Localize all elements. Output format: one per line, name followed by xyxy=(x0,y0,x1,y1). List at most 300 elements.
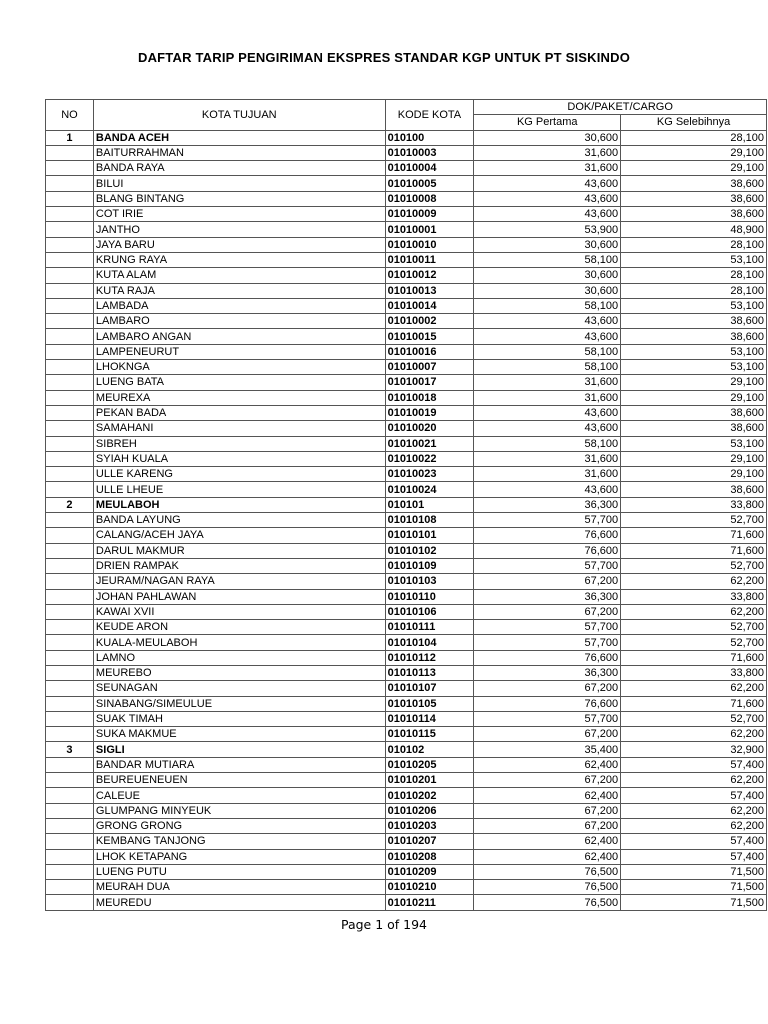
city-code: 010102 xyxy=(385,742,474,757)
table-row xyxy=(46,803,767,818)
city-code: 01010007 xyxy=(385,360,474,375)
city-code: 01010206 xyxy=(385,803,474,818)
price-additional-kg: 28,100 xyxy=(621,237,767,252)
tariff-table xyxy=(45,99,767,911)
row-number xyxy=(46,864,94,879)
price-additional-kg: 71,500 xyxy=(621,880,767,895)
header-kg-selebihnya: KG Selebihnya xyxy=(621,115,767,130)
price-additional-kg: 33,800 xyxy=(621,497,767,512)
city-code: 01010001 xyxy=(385,222,474,237)
table-row xyxy=(46,574,767,589)
row-number xyxy=(46,283,94,298)
price-first-kg: 43,600 xyxy=(474,207,621,222)
price-first-kg: 36,300 xyxy=(474,589,621,604)
price-additional-kg: 48,900 xyxy=(621,222,767,237)
table-row xyxy=(46,375,767,390)
row-number: 1 xyxy=(46,130,94,145)
price-first-kg: 36,300 xyxy=(474,665,621,680)
city-code: 01010014 xyxy=(385,298,474,313)
row-number xyxy=(46,436,94,451)
price-additional-kg: 53,100 xyxy=(621,344,767,359)
price-additional-kg: 29,100 xyxy=(621,375,767,390)
city-code: 01010009 xyxy=(385,207,474,222)
table-row xyxy=(46,191,767,206)
city-code: 01010020 xyxy=(385,421,474,436)
row-number xyxy=(46,834,94,849)
city-code: 01010205 xyxy=(385,757,474,772)
row-number xyxy=(46,482,94,497)
table-row xyxy=(46,176,767,191)
price-additional-kg: 38,600 xyxy=(621,405,767,420)
row-number xyxy=(46,604,94,619)
price-first-kg: 36,300 xyxy=(474,497,621,512)
destination-city: SUKA MAKMUE xyxy=(93,727,385,742)
price-first-kg: 57,700 xyxy=(474,635,621,650)
table-row xyxy=(46,283,767,298)
table-row xyxy=(46,222,767,237)
price-first-kg: 76,600 xyxy=(474,528,621,543)
table-row xyxy=(46,314,767,329)
price-additional-kg: 62,200 xyxy=(621,574,767,589)
row-number xyxy=(46,895,94,910)
price-first-kg: 43,600 xyxy=(474,176,621,191)
city-code: 01010202 xyxy=(385,788,474,803)
price-first-kg: 58,100 xyxy=(474,298,621,313)
table-row xyxy=(46,405,767,420)
city-code: 01010108 xyxy=(385,513,474,528)
destination-city: SIGLI xyxy=(93,742,385,757)
destination-city: SIBREH xyxy=(93,436,385,451)
price-first-kg: 53,900 xyxy=(474,222,621,237)
price-first-kg: 43,600 xyxy=(474,421,621,436)
header-kg-pertama: KG Pertama xyxy=(474,115,621,130)
price-first-kg: 76,600 xyxy=(474,543,621,558)
price-first-kg: 57,700 xyxy=(474,620,621,635)
destination-city: KAWAI XVII xyxy=(93,604,385,619)
destination-city: SINABANG/SIMEULUE xyxy=(93,696,385,711)
table-row xyxy=(46,161,767,176)
table-row xyxy=(46,773,767,788)
price-additional-kg: 38,600 xyxy=(621,176,767,191)
city-code: 01010015 xyxy=(385,329,474,344)
table-row xyxy=(46,497,767,512)
price-additional-kg: 29,100 xyxy=(621,145,767,160)
city-code: 01010113 xyxy=(385,665,474,680)
city-code: 01010210 xyxy=(385,880,474,895)
row-number xyxy=(46,145,94,160)
table-row xyxy=(46,665,767,680)
row-number xyxy=(46,849,94,864)
price-first-kg: 35,400 xyxy=(474,742,621,757)
city-code: 01010107 xyxy=(385,681,474,696)
price-additional-kg: 57,400 xyxy=(621,834,767,849)
price-additional-kg: 57,400 xyxy=(621,788,767,803)
price-additional-kg: 52,700 xyxy=(621,635,767,650)
price-first-kg: 57,700 xyxy=(474,513,621,528)
header-kode-kota: KODE KOTA xyxy=(385,100,474,131)
row-number xyxy=(46,314,94,329)
destination-city: ULLE KARENG xyxy=(93,467,385,482)
price-first-kg: 31,600 xyxy=(474,161,621,176)
table-row xyxy=(46,604,767,619)
document-title: DAFTAR TARIP PENGIRIMAN EKSPRES STANDAR KGP UNTUK PT SISKINDO xyxy=(137,50,631,65)
price-additional-kg: 38,600 xyxy=(621,482,767,497)
row-number xyxy=(46,451,94,466)
destination-city: CALEUE xyxy=(93,788,385,803)
destination-city: LHOK KETAPANG xyxy=(93,849,385,864)
header-dok-paket-cargo: DOK/PAKET/CARGO xyxy=(474,100,767,115)
row-number xyxy=(46,405,94,420)
destination-city: LUENG PUTU xyxy=(93,864,385,879)
price-first-kg: 67,200 xyxy=(474,604,621,619)
row-number xyxy=(46,880,94,895)
row-number xyxy=(46,757,94,772)
table-row xyxy=(46,390,767,405)
destination-city: KEUDE ARON xyxy=(93,620,385,635)
table-row xyxy=(46,421,767,436)
price-additional-kg: 62,200 xyxy=(621,803,767,818)
row-number xyxy=(46,344,94,359)
city-code: 01010105 xyxy=(385,696,474,711)
city-code: 01010003 xyxy=(385,145,474,160)
row-number xyxy=(46,543,94,558)
destination-city: LUENG BATA xyxy=(93,375,385,390)
destination-city: SYIAH KUALA xyxy=(93,451,385,466)
row-number xyxy=(46,681,94,696)
row-number xyxy=(46,467,94,482)
table-row xyxy=(46,482,767,497)
table-row xyxy=(46,360,767,375)
destination-city: KUALA-MEULABOH xyxy=(93,635,385,650)
city-code: 01010114 xyxy=(385,711,474,726)
price-first-kg: 58,100 xyxy=(474,360,621,375)
price-additional-kg: 52,700 xyxy=(621,558,767,573)
price-first-kg: 76,600 xyxy=(474,650,621,665)
price-first-kg: 76,600 xyxy=(474,696,621,711)
price-additional-kg: 38,600 xyxy=(621,421,767,436)
price-first-kg: 62,400 xyxy=(474,788,621,803)
price-additional-kg: 71,600 xyxy=(621,650,767,665)
table-row xyxy=(46,467,767,482)
price-first-kg: 31,600 xyxy=(474,451,621,466)
table-row xyxy=(46,528,767,543)
table-row xyxy=(46,298,767,313)
price-additional-kg: 29,100 xyxy=(621,161,767,176)
price-additional-kg: 53,100 xyxy=(621,360,767,375)
price-first-kg: 31,600 xyxy=(474,145,621,160)
price-additional-kg: 62,200 xyxy=(621,681,767,696)
destination-city: MEULABOH xyxy=(93,497,385,512)
city-code: 010100 xyxy=(385,130,474,145)
price-additional-kg: 38,600 xyxy=(621,207,767,222)
destination-city: BANDA RAYA xyxy=(93,161,385,176)
row-number xyxy=(46,161,94,176)
row-number xyxy=(46,191,94,206)
destination-city: PEKAN BADA xyxy=(93,405,385,420)
city-code: 01010201 xyxy=(385,773,474,788)
destination-city: BEUREUENEUEN xyxy=(93,773,385,788)
destination-city: MEUREDU xyxy=(93,895,385,910)
header-kota-tujuan: KOTA TUJUAN xyxy=(93,100,385,131)
destination-city: BLANG BINTANG xyxy=(93,191,385,206)
city-code: 01010022 xyxy=(385,451,474,466)
city-code: 01010021 xyxy=(385,436,474,451)
price-additional-kg: 71,500 xyxy=(621,895,767,910)
price-first-kg: 31,600 xyxy=(474,390,621,405)
price-additional-kg: 71,600 xyxy=(621,543,767,558)
destination-city: GRONG GRONG xyxy=(93,818,385,833)
destination-city: SEUNAGAN xyxy=(93,681,385,696)
destination-city: LAMPENEURUT xyxy=(93,344,385,359)
destination-city: BANDAR MUTIARA xyxy=(93,757,385,772)
table-row xyxy=(46,344,767,359)
table-row xyxy=(46,558,767,573)
price-additional-kg: 28,100 xyxy=(621,283,767,298)
row-number xyxy=(46,421,94,436)
destination-city: MEURAH DUA xyxy=(93,880,385,895)
price-additional-kg: 33,800 xyxy=(621,665,767,680)
row-number xyxy=(46,558,94,573)
destination-city: LAMBADA xyxy=(93,298,385,313)
table-row xyxy=(46,451,767,466)
table-row xyxy=(46,696,767,711)
price-first-kg: 58,100 xyxy=(474,344,621,359)
price-additional-kg: 38,600 xyxy=(621,191,767,206)
row-number xyxy=(46,727,94,742)
destination-city: DRIEN RAMPAK xyxy=(93,558,385,573)
price-first-kg: 67,200 xyxy=(474,818,621,833)
destination-city: BANDA LAYUNG xyxy=(93,513,385,528)
city-code: 01010023 xyxy=(385,467,474,482)
city-code: 01010103 xyxy=(385,574,474,589)
price-first-kg: 67,200 xyxy=(474,681,621,696)
price-first-kg: 43,600 xyxy=(474,482,621,497)
price-additional-kg: 28,100 xyxy=(621,268,767,283)
city-code: 01010012 xyxy=(385,268,474,283)
row-number xyxy=(46,818,94,833)
city-code: 01010011 xyxy=(385,252,474,267)
price-additional-kg: 62,200 xyxy=(621,727,767,742)
price-additional-kg: 29,100 xyxy=(621,451,767,466)
table-row xyxy=(46,711,767,726)
table-row xyxy=(46,635,767,650)
row-number xyxy=(46,390,94,405)
table-row xyxy=(46,513,767,528)
row-number xyxy=(46,773,94,788)
price-additional-kg: 53,100 xyxy=(621,252,767,267)
row-number xyxy=(46,298,94,313)
price-first-kg: 57,700 xyxy=(474,558,621,573)
row-number xyxy=(46,237,94,252)
city-code: 01010002 xyxy=(385,314,474,329)
price-additional-kg: 62,200 xyxy=(621,818,767,833)
destination-city: DARUL MAKMUR xyxy=(93,543,385,558)
table-row xyxy=(46,620,767,635)
destination-city: LAMBARO xyxy=(93,314,385,329)
price-first-kg: 58,100 xyxy=(474,436,621,451)
row-number xyxy=(46,574,94,589)
destination-city: KUTA RAJA xyxy=(93,283,385,298)
row-number xyxy=(46,620,94,635)
destination-city: LHOKNGA xyxy=(93,360,385,375)
price-first-kg: 67,200 xyxy=(474,574,621,589)
destination-city: BILUI xyxy=(93,176,385,191)
destination-city: GLUMPANG MINYEUK xyxy=(93,803,385,818)
table-row xyxy=(46,895,767,910)
price-first-kg: 58,100 xyxy=(474,252,621,267)
price-first-kg: 62,400 xyxy=(474,849,621,864)
row-number xyxy=(46,665,94,680)
destination-city: JANTHO xyxy=(93,222,385,237)
destination-city: SAMAHANI xyxy=(93,421,385,436)
table-row xyxy=(46,727,767,742)
price-additional-kg: 71,600 xyxy=(621,696,767,711)
destination-city: LAMNO xyxy=(93,650,385,665)
row-number xyxy=(46,329,94,344)
row-number xyxy=(46,803,94,818)
price-additional-kg: 32,900 xyxy=(621,742,767,757)
price-first-kg: 67,200 xyxy=(474,773,621,788)
price-additional-kg: 52,700 xyxy=(621,513,767,528)
table-row xyxy=(46,681,767,696)
price-additional-kg: 53,100 xyxy=(621,436,767,451)
price-additional-kg: 62,200 xyxy=(621,773,767,788)
table-row xyxy=(46,849,767,864)
price-first-kg: 62,400 xyxy=(474,757,621,772)
row-number xyxy=(46,268,94,283)
price-first-kg: 76,500 xyxy=(474,864,621,879)
price-first-kg: 30,600 xyxy=(474,283,621,298)
row-number xyxy=(46,650,94,665)
price-additional-kg: 71,500 xyxy=(621,864,767,879)
price-first-kg: 43,600 xyxy=(474,191,621,206)
row-number xyxy=(46,222,94,237)
price-first-kg: 30,600 xyxy=(474,130,621,145)
price-additional-kg: 28,100 xyxy=(621,130,767,145)
price-first-kg: 31,600 xyxy=(474,467,621,482)
city-code: 01010111 xyxy=(385,620,474,635)
city-code: 01010112 xyxy=(385,650,474,665)
table-row xyxy=(46,757,767,772)
destination-city: COT IRIE xyxy=(93,207,385,222)
price-first-kg: 30,600 xyxy=(474,237,621,252)
city-code: 01010211 xyxy=(385,895,474,910)
row-number xyxy=(46,207,94,222)
destination-city: BAITURRAHMAN xyxy=(93,145,385,160)
row-number: 2 xyxy=(46,497,94,512)
destination-city: CALANG/ACEH JAYA xyxy=(93,528,385,543)
city-code: 01010109 xyxy=(385,558,474,573)
price-additional-kg: 57,400 xyxy=(621,757,767,772)
price-additional-kg: 52,700 xyxy=(621,711,767,726)
city-code: 01010005 xyxy=(385,176,474,191)
table-row xyxy=(46,880,767,895)
price-additional-kg: 29,100 xyxy=(621,467,767,482)
destination-city: MEUREBO xyxy=(93,665,385,680)
city-code: 01010004 xyxy=(385,161,474,176)
table-row xyxy=(46,589,767,604)
price-additional-kg: 53,100 xyxy=(621,298,767,313)
destination-city: SUAK TIMAH xyxy=(93,711,385,726)
destination-city: KEMBANG TANJONG xyxy=(93,834,385,849)
city-code: 01010110 xyxy=(385,589,474,604)
destination-city: LAMBARO ANGAN xyxy=(93,329,385,344)
header-no: NO xyxy=(46,100,94,131)
city-code: 01010104 xyxy=(385,635,474,650)
city-code: 01010010 xyxy=(385,237,474,252)
destination-city: KUTA ALAM xyxy=(93,268,385,283)
row-number xyxy=(46,176,94,191)
price-additional-kg: 38,600 xyxy=(621,329,767,344)
city-code: 01010017 xyxy=(385,375,474,390)
price-additional-kg: 33,800 xyxy=(621,589,767,604)
price-first-kg: 76,500 xyxy=(474,880,621,895)
row-number: 3 xyxy=(46,742,94,757)
price-additional-kg: 62,200 xyxy=(621,604,767,619)
row-number xyxy=(46,360,94,375)
table-row xyxy=(46,543,767,558)
destination-city: JEURAM/NAGAN RAYA xyxy=(93,574,385,589)
city-code: 01010008 xyxy=(385,191,474,206)
city-code: 01010106 xyxy=(385,604,474,619)
price-additional-kg: 57,400 xyxy=(621,849,767,864)
city-code: 01010101 xyxy=(385,528,474,543)
destination-city: JOHAN PAHLAWAN xyxy=(93,589,385,604)
price-first-kg: 67,200 xyxy=(474,727,621,742)
table-row xyxy=(46,145,767,160)
destination-city: JAYA BARU xyxy=(93,237,385,252)
table-body xyxy=(46,130,767,910)
page-number: Page 1 of 194 xyxy=(340,917,428,932)
row-number xyxy=(46,252,94,267)
destination-city: MEUREXA xyxy=(93,390,385,405)
row-number xyxy=(46,635,94,650)
table-row xyxy=(46,650,767,665)
price-first-kg: 31,600 xyxy=(474,375,621,390)
table-row xyxy=(46,834,767,849)
price-first-kg: 67,200 xyxy=(474,803,621,818)
price-additional-kg: 71,600 xyxy=(621,528,767,543)
table-row xyxy=(46,864,767,879)
row-number xyxy=(46,696,94,711)
city-code: 01010016 xyxy=(385,344,474,359)
destination-city: BANDA ACEH xyxy=(93,130,385,145)
table-row xyxy=(46,268,767,283)
city-code: 01010115 xyxy=(385,727,474,742)
city-code: 01010019 xyxy=(385,405,474,420)
destination-city: KRUNG RAYA xyxy=(93,252,385,267)
city-code: 01010102 xyxy=(385,543,474,558)
price-first-kg: 62,400 xyxy=(474,834,621,849)
row-number xyxy=(46,528,94,543)
price-first-kg: 43,600 xyxy=(474,405,621,420)
city-code: 01010018 xyxy=(385,390,474,405)
table-row xyxy=(46,818,767,833)
table-row xyxy=(46,237,767,252)
price-first-kg: 43,600 xyxy=(474,314,621,329)
price-additional-kg: 52,700 xyxy=(621,620,767,635)
table-row xyxy=(46,788,767,803)
price-first-kg: 76,500 xyxy=(474,895,621,910)
price-first-kg: 57,700 xyxy=(474,711,621,726)
city-code: 01010207 xyxy=(385,834,474,849)
price-first-kg: 30,600 xyxy=(474,268,621,283)
destination-city: ULLE LHEUE xyxy=(93,482,385,497)
table-row xyxy=(46,742,767,757)
table-row xyxy=(46,252,767,267)
city-code: 01010209 xyxy=(385,864,474,879)
city-code: 01010203 xyxy=(385,818,474,833)
